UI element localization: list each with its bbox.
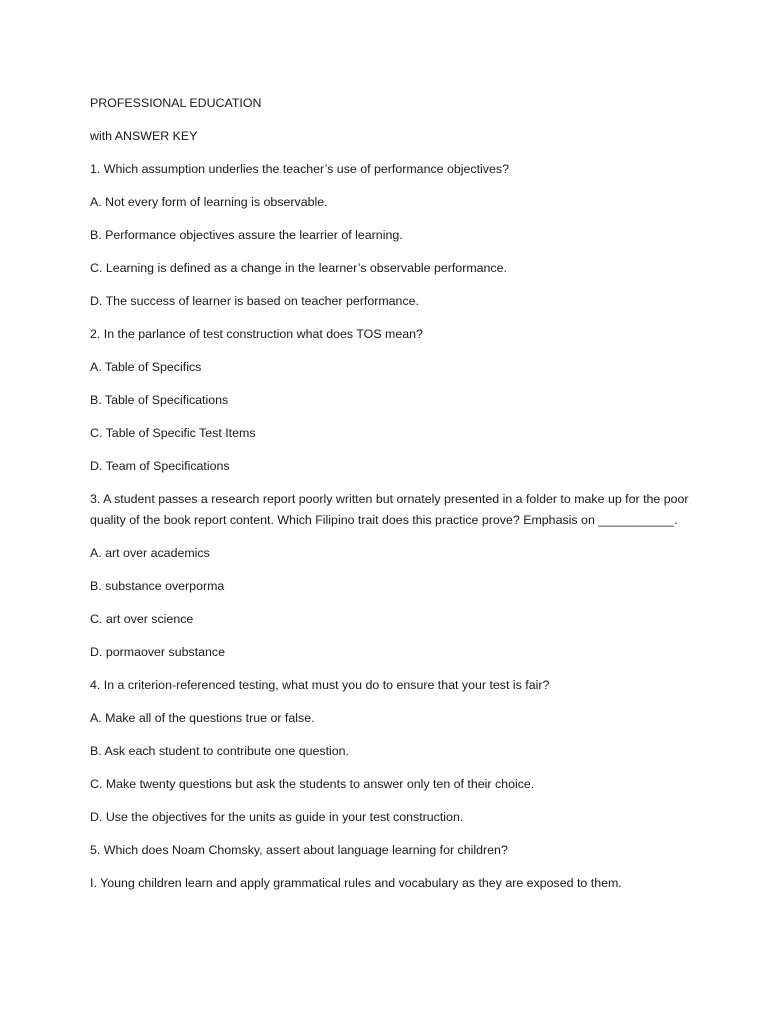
document-page [90,93,690,906]
q2-option-b: B. Table of Specifications [90,393,229,407]
q1-option-a: A. Not every form of learning is observable. [90,195,328,209]
question-1: 1. Which assumption underlies the teacher’s use of performance objectives? [90,162,509,176]
document-title: PROFESSIONAL EDUCATION [90,96,262,110]
question-5: 5. Which does Noam Chomsky, assert about language learning for children? [90,843,508,857]
q3-option-b: B. substance overporma [90,579,225,593]
q4-option-d: D. Use the objectives for the units as guide in your test construction. [90,810,464,824]
q4-option-a: A. Make all of the questions true or false. [90,711,315,725]
q2-option-d: D. Team of Specifications [90,459,230,473]
q1-option-b: B. Performance objectives assure the learrier of learning. [90,228,403,242]
q4-option-b: B. Ask each student to contribute one question. [90,744,349,758]
q3-option-a: A. art over academics [90,546,210,560]
q2-option-c: C. Table of Specific Test Items [90,426,256,440]
q5-statement-i: I. Young children learn and apply grammatical rules and vocabulary as they are exposed to them. [90,876,622,890]
document-subtitle: with ANSWER KEY [90,129,198,143]
q3-option-c: C. art over science [90,612,194,626]
q4-option-c: C. Make twenty questions but ask the students to answer only ten of their choice. [90,777,535,791]
q1-option-d: D. The success of learner is based on teacher performance. [90,294,419,308]
q3-option-d: D. pormaover substance [90,645,225,659]
question-4: 4. In a criterion-referenced testing, what must you do to ensure that your test is fair? [90,678,550,692]
q1-option-c: C. Learning is defined as a change in the learner’s observable performance. [90,261,507,275]
q2-option-a: A. Table of Specifics [90,360,202,374]
question-3: 3. A student passes a research report poorly written but ornately presented in a folder to make up for the poor quality of the book report content. Which Filipino trait does this practice prove? Emphasis on ___________. [90,492,689,527]
question-2: 2. In the parlance of test construction what does TOS mean? [90,327,423,341]
